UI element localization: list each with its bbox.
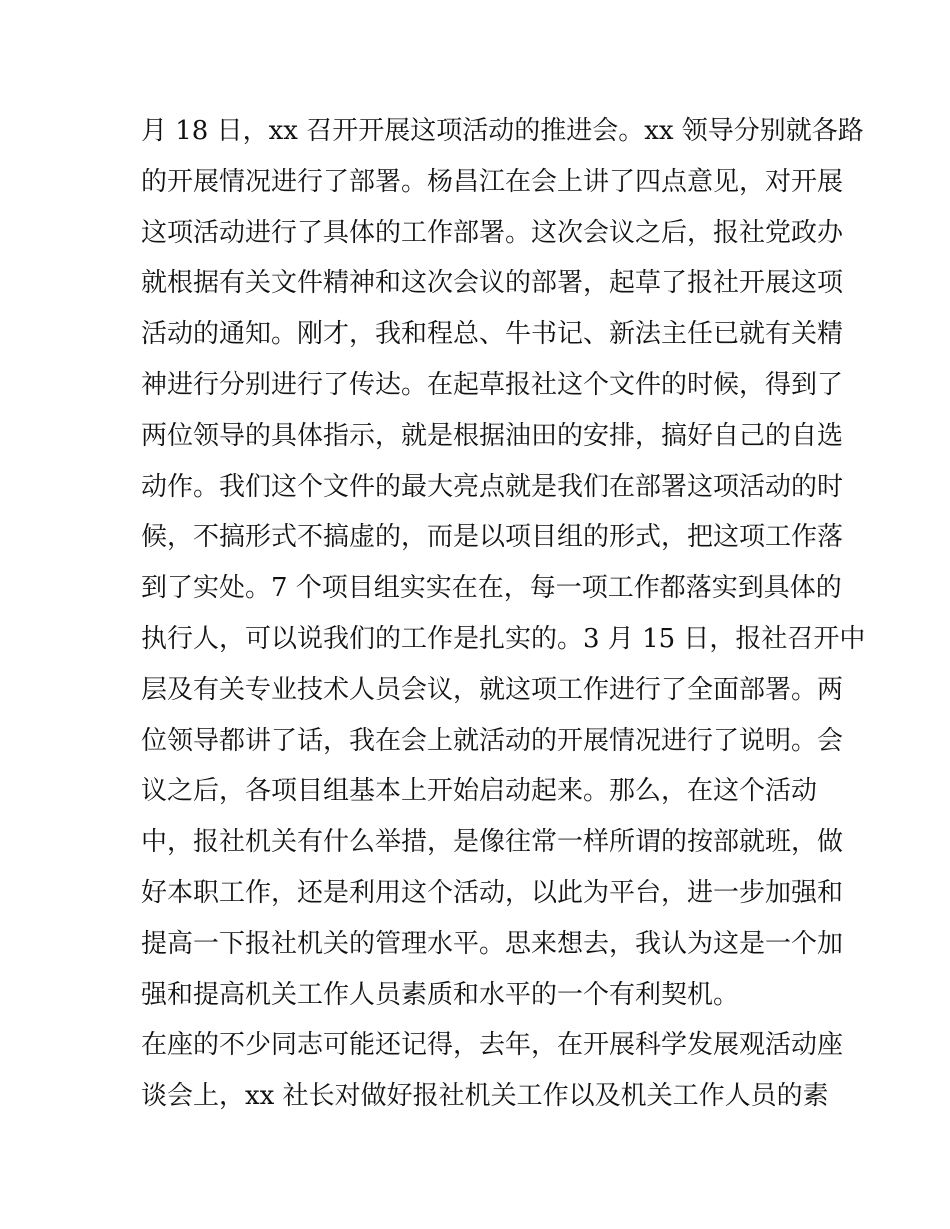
text-line: 位领导都讲了话，我在会上就活动的开展情况进行了说明。会 <box>141 725 844 756</box>
text-line: 层及有关专业技术人员会议，就这项工作进行了全面部署。两 <box>141 674 844 705</box>
text-line: 的开展情况进行了部署。杨昌江在会上讲了四点意见，对开展 <box>141 166 844 197</box>
text-line: 神进行分别进行了传达。在起草报社这个文件的时候，得到了 <box>141 369 844 400</box>
text-line: 候，不搞形式不搞虚的，而是以项目组的形式，把这项工作落 <box>141 522 844 553</box>
text-line: 执行人，可以说我们的工作是扎实的。3 月 15 日，报社召开中 <box>141 623 866 654</box>
text-line: 月 18 日，xx 召开开展这项活动的推进会。xx 领导分别就各路 <box>141 116 864 146</box>
text-line: 好本职工作，还是利用这个活动，以此为平台，进一步加强和 <box>141 877 844 908</box>
text-line: 就根据有关文件精神和这次会议的部署，起草了报社开展这项 <box>141 268 844 299</box>
text-line: 谈会上，xx 社长对做好报社机关工作以及机关工作人员的素 <box>141 1081 829 1112</box>
text-line: 中，报社机关有什么举措，是像往常一样所谓的按部就班，做 <box>141 827 844 858</box>
text-line: 活动的通知。刚才，我和程总、牛书记、新法主任已就有关精 <box>141 319 844 350</box>
text-line: 动作。我们这个文件的最大亮点就是我们在部署这项活动的时 <box>141 471 844 502</box>
text-line: 提高一下报社机关的管理水平。思来想去，我认为这是一个加 <box>141 928 844 959</box>
text-line: 议之后，各项目组基本上开始启动起来。那么，在这个活动 <box>141 776 818 807</box>
text-line: 两位领导的具体指示，就是根据油田的安排，搞好自己的自选 <box>141 420 844 451</box>
text-line: 到了实处。7 个项目组实实在在，每一项工作都落实到具体的 <box>141 573 842 604</box>
text-line: 在座的不少同志可能还记得，去年，在开展科学发展观活动座 <box>141 1030 844 1061</box>
document-body <box>141 106 866 1122</box>
text-line: 强和提高机关工作人员素质和水平的一个有利契机。 <box>141 979 740 1010</box>
text-line: 这项活动进行了具体的工作部署。这次会议之后，报社党政办 <box>141 217 844 248</box>
